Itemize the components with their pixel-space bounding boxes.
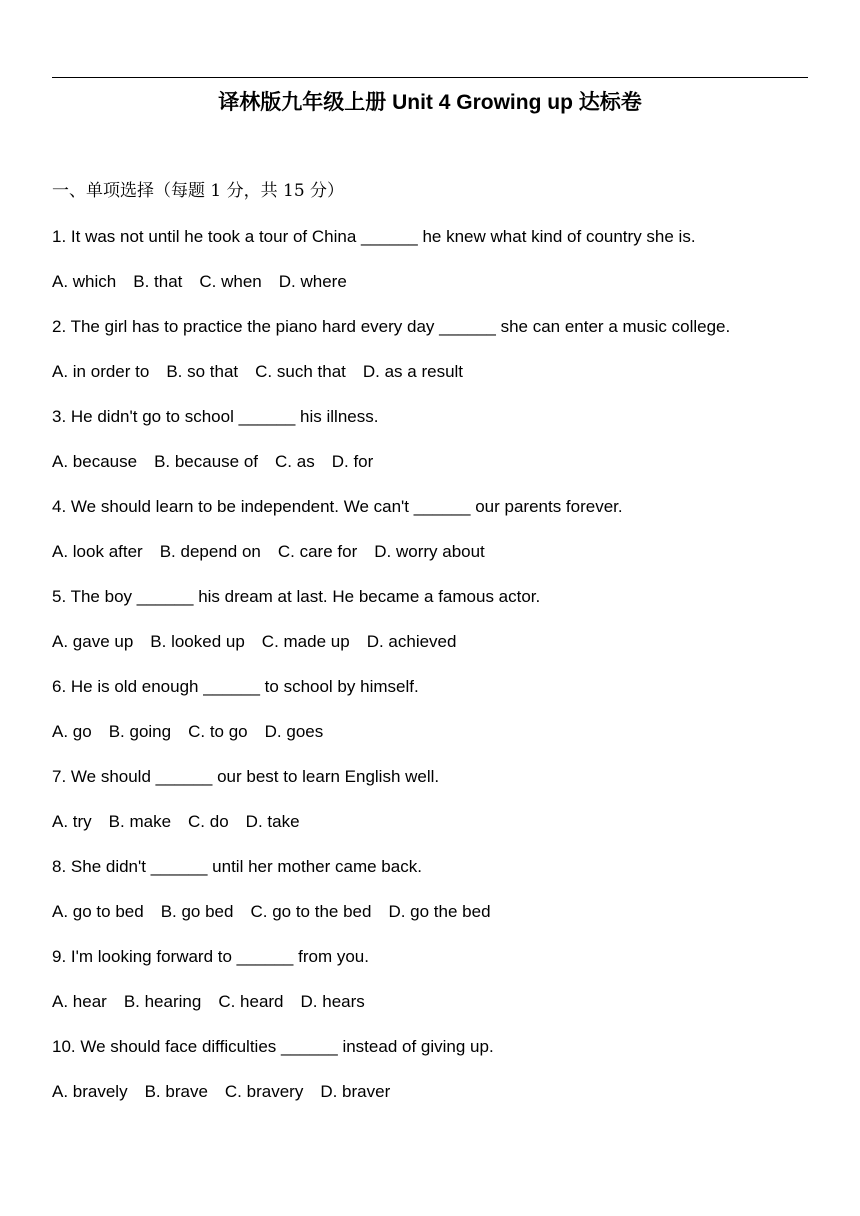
option-a: A. look after: [52, 542, 143, 561]
question-stem: 5. The boy ______ his dream at last. He became a famous actor.: [52, 587, 541, 606]
option-b: B. looked up: [150, 632, 245, 651]
option-b: B. so that: [166, 362, 239, 381]
option-a: A. which: [52, 272, 117, 291]
option-c: C. bravery: [224, 1082, 304, 1101]
question-options: [52, 1079, 832, 1124]
option-a: A. hear: [52, 992, 107, 1011]
question-stem: 3. He didn't go to school ______ his illness.: [52, 407, 379, 426]
question-list: [52, 224, 832, 1124]
option-c: C. as: [275, 452, 315, 471]
option-a: A. try: [52, 812, 92, 831]
option-b: B. because of: [154, 452, 259, 471]
question-stem: 7. We should ______ our best to learn English well.: [52, 767, 440, 786]
question-options: [52, 539, 832, 584]
option-d: D. where: [278, 272, 347, 291]
option-b: B. going: [108, 722, 172, 741]
option-a: A. gave up: [52, 632, 134, 651]
option-d: D. go the bed: [388, 902, 491, 921]
option-b: B. that: [133, 272, 183, 291]
section-heading: 一、单项选择（每题 1 分，共 15 分）: [52, 181, 345, 201]
option-b: B. hearing: [123, 992, 202, 1011]
option-d: D. goes: [264, 722, 324, 741]
question-options: [52, 809, 832, 854]
option-c: C. go to the bed: [250, 902, 372, 921]
question-stem: 4. We should learn to be independent. We can't ______ our parents forever.: [52, 497, 623, 516]
option-a: A. because: [52, 452, 138, 471]
question-stem: 1. It was not until he took a tour of China ______ he knew what kind of country she is.: [52, 227, 696, 246]
option-d: D. take: [245, 812, 300, 831]
option-d: D. worry about: [374, 542, 485, 561]
question-options: [52, 719, 832, 764]
question-options: [52, 359, 832, 404]
question-stem: 2. The girl has to practice the piano hard every day ______ she can enter a music college.: [52, 317, 731, 336]
option-d: D. hears: [300, 992, 365, 1011]
question-options: [52, 989, 832, 1034]
option-c: C. to go: [188, 722, 248, 741]
option-b: B. go bed: [160, 902, 234, 921]
option-c: C. made up: [261, 632, 350, 651]
option-c: C. heard: [218, 992, 284, 1011]
page-title: 译林版九年级上册 Unit 4 Growing up 达标卷: [218, 91, 642, 114]
option-d: D. as a result: [362, 362, 464, 381]
option-d: D. for: [331, 452, 374, 471]
option-b: B. depend on: [159, 542, 261, 561]
option-c: C. do: [188, 812, 229, 831]
question-stem: 6. He is old enough ______ to school by himself.: [52, 677, 419, 696]
option-c: C. care for: [277, 542, 358, 561]
option-a: A. go to bed: [52, 902, 144, 921]
question-options: [52, 269, 832, 314]
option-a: A. go: [52, 722, 92, 741]
question-options: [52, 899, 832, 944]
question-stem: 8. She didn't ______ until her mother came back.: [52, 857, 422, 876]
option-b: B. brave: [144, 1082, 208, 1101]
question-options: [52, 629, 832, 674]
question-stem: 10. We should face difficulties ______ instead of giving up.: [52, 1037, 494, 1056]
option-b: B. make: [108, 812, 172, 831]
question-options: [52, 449, 832, 494]
option-d: D. braver: [320, 1082, 391, 1101]
option-a: A. in order to: [52, 362, 150, 381]
option-d: D. achieved: [366, 632, 457, 651]
question-stem: 9. I'm looking forward to ______ from you.: [52, 947, 369, 966]
option-c: C. when: [199, 272, 262, 291]
option-a: A. bravely: [52, 1082, 128, 1101]
option-c: C. such that: [255, 362, 346, 381]
header-rule: [52, 77, 808, 78]
